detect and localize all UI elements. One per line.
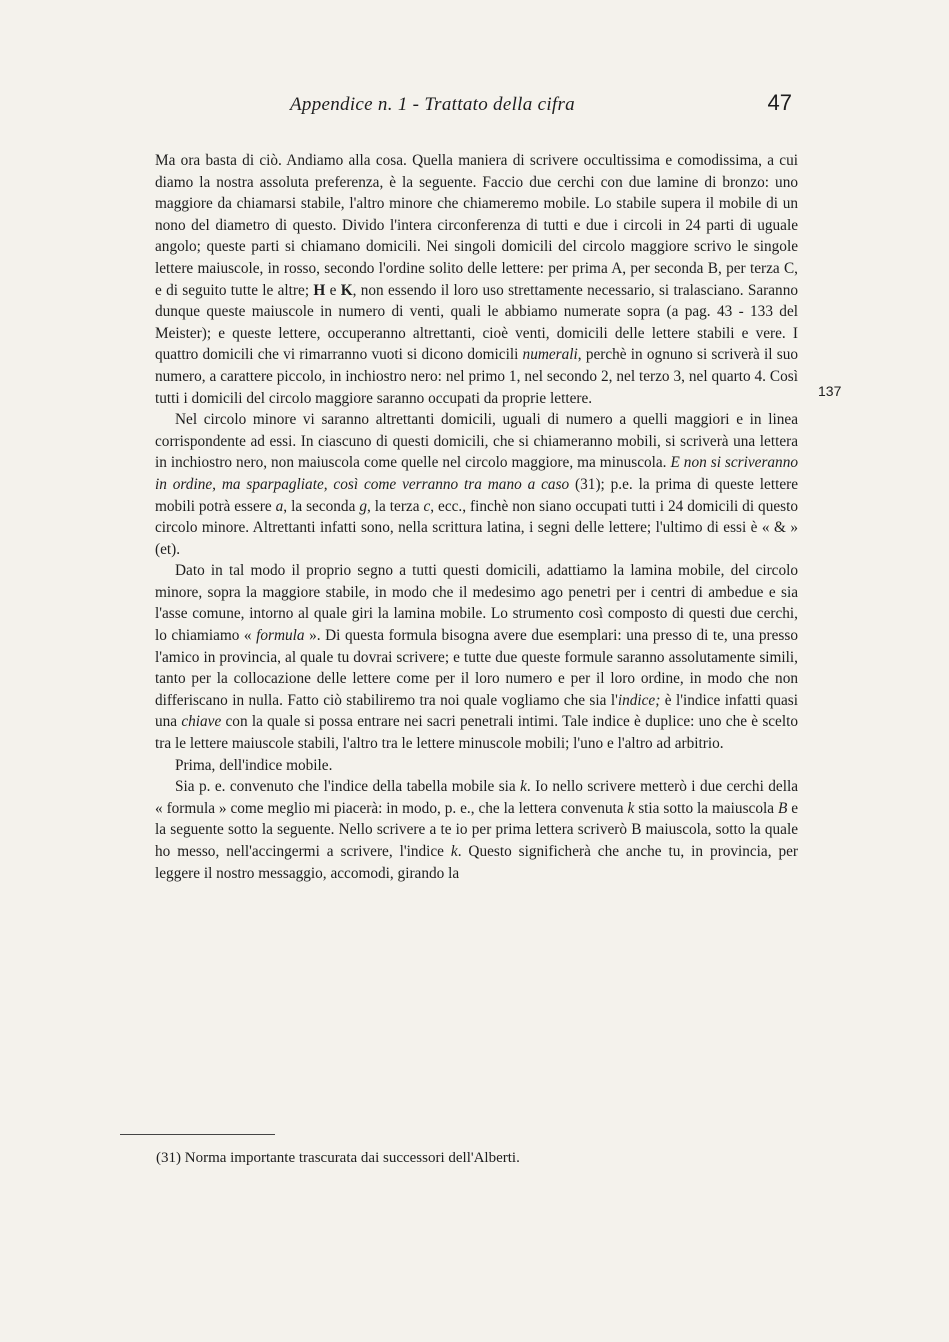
text-run: Sia p. e. convenuto che l'indice della tabella mobile sia <box>175 778 521 796</box>
text-run: . Io nello scrivere metterò i due cerchi della « formula » come meglio mi piacerà: in modo, p. e., che la lettera convenuta <box>155 778 798 817</box>
paragraph <box>155 560 798 754</box>
body-text <box>155 150 798 884</box>
text-run: e <box>325 281 341 299</box>
footnote: (31) Norma importante trascurata dai successori dell'Alberti. <box>156 1150 520 1166</box>
text-run: , la terza <box>366 497 424 515</box>
text-run: è l'indice infatti quasi una <box>155 691 798 731</box>
text-run: Prima, dell'indice mobile. <box>175 756 333 774</box>
italic-text: formula <box>256 627 305 645</box>
text-run: . Questo significherà che anche tu, in provincia, per leggere il nostro messaggio, accomodi, girando la <box>155 843 798 882</box>
italic-text: E non si scriveranno in ordine, ma sparpagliate, così come verranno tra mano a caso <box>155 454 798 493</box>
text-run: Nel circolo minore vi saranno altrettanti domicili, uguali di numero a quelli maggiori e in linea corrispondente ad essi. In ciascuno di questi domicili, che si chiameranno mobili, si scriverà una lettera in inchiostro nero, non maiuscola come quelle nel circolo maggiore, ma minuscola. <box>155 411 798 472</box>
paragraph <box>155 755 798 777</box>
page-header <box>160 92 800 132</box>
margin-note: 137 <box>818 383 842 399</box>
italic-text: g <box>359 497 367 515</box>
paragraph <box>155 776 798 884</box>
footnote-rule <box>120 1134 275 1135</box>
text-run: con la quale si possa entrare nei sacri penetrali intimi. Tale indice è duplice: uno che è scelto tra le lettere maiuscole stabili, l'altro tra le lettere minuscole mobili; l'uno e l'altro ad arbitrio. <box>155 713 798 753</box>
text-run: ». Di questa formula bisogna avere due esemplari: una presso di te, una presso l'amico in provincia, al quale tu dovrai scrivere; e tutte due queste formule saranno assolutamente simili, tanto per la collocazione delle lettere come per il loro numero e per il loro ordine, in modo che non differiscano in nulla. Fatto ciò stabiliremo tra noi quale vogliamo che sia l' <box>155 627 798 709</box>
italic-text: k <box>520 778 527 796</box>
text-run: stia sotto la maiuscola <box>634 799 778 817</box>
italic-text: a <box>275 497 284 515</box>
italic-text: indice; <box>617 691 661 709</box>
italic-text: chiave <box>181 713 222 731</box>
italic-text: c <box>423 497 431 515</box>
paragraph <box>155 150 798 409</box>
text-run: , la seconda <box>283 497 360 515</box>
text-run: , ecc., finchè non siano occupati tutti i 24 domicili di questo circolo minore. Altrettanti infatti sono, nella scrittura latina, i segni delle lettere; l'ultimo di essi è « & » (et). <box>155 497 798 558</box>
text-run: Dato in tal modo il proprio segno a tutti questi domicili, adattiamo la lamina mobile, del circolo minore, sopra la maggiore stabile, in modo che il medesimo ago penetri per i centri di ambedue e sia l'asse comune, intorno al quale giri la lamina mobile. Lo strumento così composto di questi due cerchi, lo chiamiamo « <box>155 562 798 645</box>
bold-text: H <box>313 281 326 299</box>
text-run: Ma ora basta di ciò. Andiamo alla cosa. Quella maniera di scrivere occultissima e comodissima, a cui diamo la nostra assoluta preferenza, è la seguente. Faccio due cerchi con due lamine di bronzo: uno maggiore da chiamarsi stabile, l'altro minore che chiameremo mobile. Lo stabile supera il mobile di un nono del diametro di questo. Divido l'intera circonferenza di tutti e due i circoli in 24 parti di uguale angolo; queste parti si chiamano domicili. Nei singoli domicili del circolo maggiore scrivo le singole lettere maiuscole, in rosso, secondo l'ordine solito delle lettere: per prima A, per seconda B, per terza C, e di seguito tutte le altre; <box>155 152 798 299</box>
page-number: 47 <box>767 90 792 115</box>
text-run: e la seguente sotto la seguente. Nello scrivere a te io per prima lettera scriverò B maiuscola, sotto la quale ho messo, nell'accingermi a scrivere, l'indice <box>155 799 799 860</box>
italic-text: B <box>777 799 788 817</box>
text-run: , non essendo il loro uso strettamente necessario, si tralasciano. Saranno dunque queste maiuscole in numero di venti, quali le abbiamo numerate sopra (a pag. 43 - 133 del Meister); e queste lettere, occuperanno altrettanti, cioè venti, domicili delle lettere stabili e vere. I quattro domicili che vi rimarranno vuoti si dicono domicili <box>155 281 798 364</box>
italic-text: k <box>627 799 635 817</box>
italic-text: k <box>450 843 458 860</box>
text-run: (31); p.e. la prima di queste lettere mobili potrà essere <box>155 475 799 515</box>
text-run: , perchè in ognuno si scriverà il suo numero, a carattere piccolo, in inchiostro nero: nel primo 1, nel secondo 2, nel terzo 3, nel quarto 4. Così tutti i domicili del circolo maggiore saranno occupati da proprie lettere. <box>155 346 798 407</box>
running-title: Appendice n. 1 - Trattato della cifra <box>290 94 575 115</box>
paragraph <box>155 409 798 560</box>
bold-text: K <box>340 281 353 299</box>
italic-text: numerali <box>522 346 578 364</box>
